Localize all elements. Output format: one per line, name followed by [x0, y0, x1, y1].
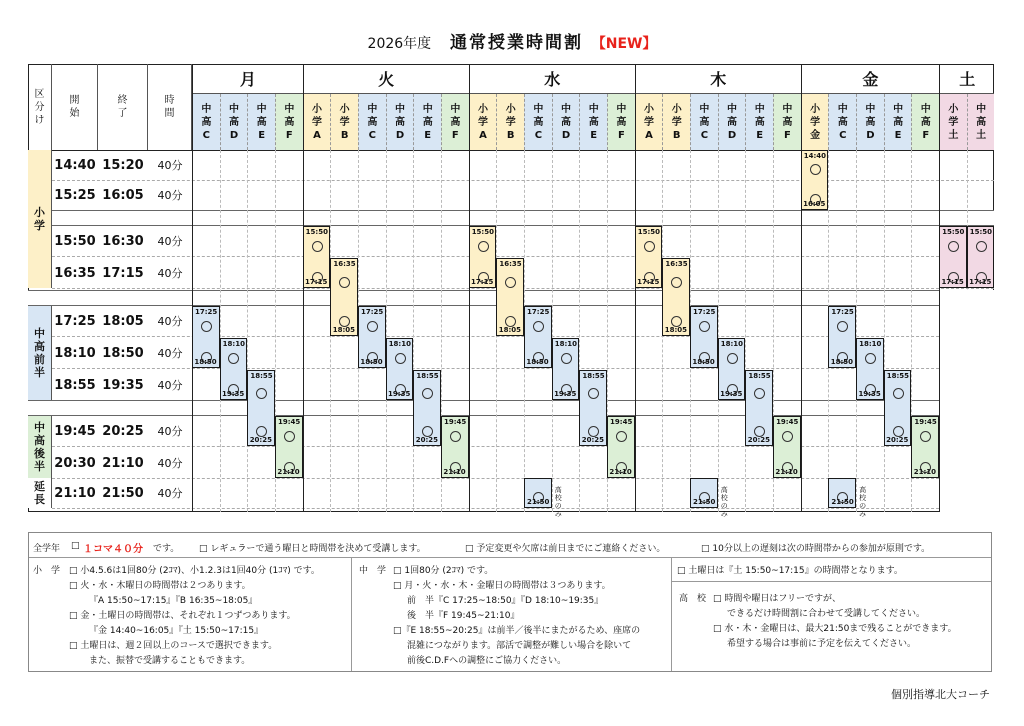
info-elem-line: □ 火・水・木曜日の時間帯は２つあります。: [69, 581, 251, 591]
class-slot: [856, 338, 884, 400]
col-line: [884, 150, 885, 512]
slot-end-time: 21:50: [831, 498, 854, 506]
day-separator: [635, 64, 636, 512]
slot-circle: [948, 241, 959, 252]
footer-brand: 個別指導北大コーチ: [891, 688, 990, 701]
day-separator: [303, 64, 304, 512]
slot-end-time: 18:50: [194, 358, 217, 366]
group-label: 小 学: [28, 150, 52, 288]
slot-start-time: 19:45: [610, 418, 633, 426]
info-divider-top: [29, 557, 991, 558]
slot-start-time: 18:55: [748, 372, 771, 380]
info-high-line: できるだけ時間割に合わせて受講してください。: [727, 609, 926, 619]
slot-start-time: 18:55: [416, 372, 439, 380]
info-elem-line: 『A 15:50~17:15』『B 16:35~18:05』: [89, 596, 258, 606]
slot-start-time: 17:25: [361, 308, 384, 316]
row-start: 19:45: [54, 423, 96, 439]
class-slot: [386, 338, 414, 400]
slot-circle: [782, 431, 793, 442]
row-end: 20:25: [102, 423, 144, 439]
column-header: 中 高 土: [967, 94, 995, 150]
slot-start-time: 18:55: [886, 372, 910, 380]
slot-start-time: 15:50: [471, 228, 494, 236]
slot-start-time: 19:45: [776, 418, 799, 426]
row-duration: 40分: [157, 315, 183, 328]
row-duration: 40分: [157, 457, 183, 470]
slot-circle: [478, 241, 489, 252]
slot-note: 高校 のみ: [554, 486, 562, 518]
row-end: 19:35: [102, 377, 144, 393]
row-duration: 40分: [157, 267, 183, 280]
slot-end-time: 21:10: [609, 468, 632, 476]
slot-end-time: 19:35: [388, 390, 411, 398]
col-line: [220, 150, 221, 512]
slot-start-time: 15:50: [305, 228, 328, 236]
info-mid-line: □『E 18:55~20:25』は前半／後半にまたがるため、座席の: [393, 626, 641, 636]
class-slot: [441, 416, 469, 478]
class-slot: [690, 478, 718, 508]
slot-start-time: 16:35: [499, 260, 522, 268]
row-duration: 40分: [157, 425, 183, 438]
slot-circle: [395, 353, 406, 364]
slot-start-time: 17:25: [831, 308, 854, 316]
info-mid-line: 混雑につながります。部活で調整が難しい場合を除いて: [407, 641, 632, 651]
day-header: 木: [635, 64, 801, 94]
slot-start-time: 18:10: [222, 340, 245, 348]
column-header: 小 学 A: [303, 94, 331, 150]
slot-end-time: 18:50: [830, 358, 854, 366]
row-start: 14:40: [54, 157, 96, 173]
row-end: 16:30: [102, 233, 144, 249]
class-slot: [552, 338, 580, 400]
slot-start-time: 18:10: [859, 340, 882, 348]
info-mid-line: 前後C.D.Fへの調整にご協力ください。: [407, 656, 567, 666]
slot-circle: [561, 353, 572, 364]
day-separator: [801, 64, 802, 512]
slot-end-time: 21:10: [277, 468, 300, 476]
column-header: 小 学 土: [939, 94, 967, 150]
info-all-checkbox: □: [71, 541, 80, 551]
class-slot: [635, 226, 663, 288]
class-slot: [358, 306, 386, 368]
slot-start-time: 17:25: [693, 308, 716, 316]
row-duration: 40分: [157, 347, 183, 360]
slot-start-time: 15:50: [637, 228, 661, 236]
info-sat-line: □ 土曜日は『土 15:50~17:15』の時間帯となります。: [677, 566, 903, 576]
row-start: 21:10: [54, 485, 96, 501]
info-elem-line: 『金 14:40~16:05』『土 15:50~17:15』: [89, 626, 264, 636]
slot-circle: [671, 316, 682, 327]
col-line: [413, 150, 414, 512]
slot-circle: [699, 321, 710, 332]
class-slot: [524, 478, 552, 508]
header-start: 開 始: [52, 64, 98, 150]
info-high-label: 高 校: [679, 594, 707, 604]
col-line: [552, 150, 553, 512]
slot-end-time: 18:05: [664, 326, 688, 334]
day-separator: [469, 64, 470, 512]
row-end: 15:20: [102, 157, 144, 173]
row-start: 20:30: [54, 455, 96, 471]
slot-circle: [339, 277, 350, 288]
group-label: 中 高 前 半: [28, 306, 52, 400]
class-slot: [579, 370, 607, 446]
info-mid-line: □ 1回80分 (2ｺﾏ) です。: [393, 566, 494, 576]
row-duration: 40分: [157, 379, 183, 392]
slot-end-time: 17:15: [471, 278, 494, 286]
column-header: 中 高 D: [856, 94, 884, 150]
class-slot: [828, 306, 856, 368]
slot-end-time: 18:05: [332, 326, 355, 334]
class-slot: [773, 416, 801, 478]
info-mid-label: 中 学: [359, 566, 387, 576]
column-header: 小 学 A: [635, 94, 663, 150]
info-divider-3: [671, 581, 991, 582]
col-line: [856, 150, 857, 512]
slot-end-time: 18:50: [692, 358, 715, 366]
slot-end-time: 21:10: [913, 468, 937, 476]
slot-start-time: 19:45: [278, 418, 301, 426]
class-slot: [718, 338, 746, 400]
slot-end-time: 18:05: [498, 326, 522, 334]
slot-circle: [865, 353, 876, 364]
column-header: 小 学 金: [801, 94, 829, 150]
slot-start-time: 18:10: [554, 340, 577, 348]
slot-start-time: 17:25: [527, 308, 550, 316]
page-title: [0, 28, 1024, 53]
info-mid-line: 後 半『F 19:45~21:10』: [407, 611, 520, 621]
row-start: 16:35: [54, 265, 96, 281]
header-duration: 時 間: [148, 64, 192, 150]
slot-end-time: 18:50: [360, 358, 383, 366]
row-end: 18:50: [102, 345, 144, 361]
slot-start-time: 18:55: [250, 372, 273, 380]
class-slot: [607, 416, 635, 478]
slot-circle: [339, 316, 350, 327]
slot-start-time: 19:45: [914, 418, 937, 426]
day-header: 金: [801, 64, 939, 94]
column-header: 中 高 C: [524, 94, 552, 150]
slot-circle: [450, 431, 461, 442]
column-header: 小 学 A: [469, 94, 497, 150]
slot-circle: [256, 388, 267, 399]
slot-end-time: 17:15: [969, 278, 992, 286]
info-elem-line: □ 小4.5.6は1回80分 (2ｺﾏ)、小1.2.3は1回40分 (1ｺﾏ) です。: [69, 566, 320, 576]
info-all-contact: □ 予定変更や欠席は前日までにご連絡ください。: [465, 544, 666, 554]
row-end: 17:15: [102, 265, 144, 281]
slot-start-time: 15:50: [942, 228, 965, 236]
class-slot: [884, 370, 912, 446]
day-header: 火: [303, 64, 469, 94]
class-slot: [275, 416, 303, 478]
row-start: 15:50: [54, 233, 96, 249]
slot-circle: [810, 164, 821, 175]
row-end: 18:05: [102, 313, 144, 329]
day-header: 土: [939, 64, 994, 94]
col-line: [247, 150, 248, 512]
slot-start-time: 18:55: [582, 372, 605, 380]
class-slot: [745, 370, 773, 446]
slot-end-time: 17:15: [305, 278, 328, 286]
group-label: 中 高 後 半: [28, 416, 52, 478]
header-kubun: 区 分 け: [28, 64, 52, 150]
info-all-koma: １コマ４０分: [83, 544, 143, 555]
row-duration: 40分: [157, 189, 183, 202]
slot-note: 高校 のみ: [720, 486, 728, 518]
slot-start-time: 17:25: [195, 308, 218, 316]
column-header: 中 高 C: [690, 94, 718, 150]
title-new-badge: 【NEW】: [591, 36, 657, 52]
slot-end-time: 19:35: [720, 390, 743, 398]
column-header: 中 高 E: [579, 94, 607, 150]
info-divider-1: [351, 557, 352, 671]
class-slot: [939, 226, 967, 288]
col-line: [745, 150, 746, 512]
slot-end-time: 16:05: [803, 200, 826, 208]
slot-circle: [284, 431, 295, 442]
gap-band: [28, 400, 994, 416]
header-end: 終 了: [98, 64, 148, 150]
class-slot: [330, 258, 358, 336]
column-header: 中 高 C: [192, 94, 220, 150]
slot-start-time: 16:35: [665, 260, 688, 268]
column-header: 中 高 E: [413, 94, 441, 150]
column-header: 中 高 F: [275, 94, 303, 150]
class-slot: [911, 416, 939, 478]
row-start: 15:25: [54, 187, 96, 203]
info-elem-line: □ 金・土曜日の時間帯は、それぞれ１つずつあります。: [69, 611, 296, 621]
info-high-line: □ 時間や曜日はフリーですが、: [713, 594, 842, 604]
class-slot: [220, 338, 248, 400]
class-slot: [303, 226, 331, 288]
row-end: 16:05: [102, 187, 144, 203]
column-header: 小 学 B: [330, 94, 358, 150]
column-header: 中 高 D: [386, 94, 414, 150]
column-header: 中 高 D: [220, 94, 248, 150]
row-duration: 40分: [157, 159, 183, 172]
class-slot: [967, 226, 995, 288]
class-slot: [828, 478, 856, 508]
class-slot: [413, 370, 441, 446]
slot-start-time: 16:35: [333, 260, 356, 268]
class-slot: [524, 306, 552, 368]
column-header: 中 高 C: [358, 94, 386, 150]
info-high-line: □ 水・木・金曜日は、最大21:50まで残ることができます。: [713, 624, 957, 634]
slot-circle: [671, 277, 682, 288]
slot-circle: [837, 321, 848, 332]
info-divider-2: [671, 557, 672, 671]
column-header: 中 高 F: [607, 94, 635, 150]
slot-start-time: 18:10: [388, 340, 411, 348]
slot-start-time: 19:45: [444, 418, 467, 426]
slot-end-time: 19:35: [554, 390, 577, 398]
slot-end-time: 20:25: [415, 436, 439, 444]
slot-circle: [533, 321, 544, 332]
slot-circle: [367, 321, 378, 332]
slot-circle: [505, 316, 516, 327]
class-slot: [496, 258, 524, 336]
title-main: 通常授業時間割: [449, 33, 583, 53]
slot-end-time: 19:35: [858, 390, 881, 398]
column-header: 小 学 B: [496, 94, 524, 150]
slot-circle: [312, 241, 323, 252]
info-all-regular: □ レギュラーで通う曜日と時間帯を決めて受講します。: [199, 544, 426, 554]
info-mid-line: □ 月・火・水・木・金曜日の時間帯は３つあります。: [393, 581, 611, 591]
slot-circle: [893, 388, 904, 399]
row-duration: 40分: [157, 235, 183, 248]
slot-circle: [201, 321, 212, 332]
slot-circle: [727, 353, 738, 364]
slot-end-time: 20:25: [581, 436, 605, 444]
column-header: 中 高 E: [247, 94, 275, 150]
class-slot: [801, 150, 829, 210]
slot-circle: [976, 241, 987, 252]
column-header: 中 高 E: [884, 94, 912, 150]
slot-start-time: 18:10: [720, 340, 744, 348]
column-header: 中 高 F: [911, 94, 939, 150]
column-header: 中 高 C: [828, 94, 856, 150]
column-header: 中 高 F: [773, 94, 801, 150]
class-slot: [247, 370, 275, 446]
row-end: 21:10: [102, 455, 144, 471]
slot-end-time: 19:35: [222, 390, 245, 398]
info-high-line: 希望する場合は事前に予定を伝えてください。: [727, 639, 917, 649]
class-slot: [192, 306, 220, 368]
slot-circle: [505, 277, 516, 288]
slot-end-time: 21:10: [775, 468, 798, 476]
column-header: 中 高 D: [718, 94, 746, 150]
info-elem-label: 小 学: [33, 566, 61, 576]
column-header: 中 高 F: [441, 94, 469, 150]
slot-end-time: 21:10: [443, 468, 466, 476]
col-line: [386, 150, 387, 512]
col-line: [579, 150, 580, 512]
slot-end-time: 18:50: [526, 358, 549, 366]
slot-end-time: 21:50: [693, 498, 716, 506]
slot-end-time: 17:15: [637, 278, 660, 286]
class-slot: [690, 306, 718, 368]
slot-circle: [644, 241, 655, 252]
row-start: 18:10: [54, 345, 96, 361]
slot-end-time: 21:50: [527, 498, 550, 506]
slot-end-time: 20:25: [747, 436, 771, 444]
slot-end-time: 17:15: [941, 278, 964, 286]
class-slot: [662, 258, 690, 336]
info-elem-line: また、振替で受講することもできます。: [89, 656, 251, 666]
info-all-label: 全学年: [33, 544, 61, 554]
row-end: 21:50: [102, 485, 144, 501]
title-year: 2026年度: [367, 36, 432, 52]
slot-start-time: 15:50: [969, 228, 993, 236]
day-header: 水: [469, 64, 635, 94]
col-line: [718, 150, 719, 512]
column-header: 小 学 B: [662, 94, 690, 150]
row-start: 17:25: [54, 313, 96, 329]
slot-circle: [228, 353, 239, 364]
column-header: 中 高 E: [745, 94, 773, 150]
slot-end-time: 20:25: [886, 436, 909, 444]
info-mid-line: 前 半『C 17:25~18:50』『D 18:10~19:35』: [407, 596, 604, 606]
slot-circle: [754, 388, 765, 399]
class-slot: [469, 226, 497, 288]
left-separator: [192, 64, 193, 512]
slot-note: 高校 のみ: [859, 486, 867, 518]
slot-circle: [920, 431, 931, 442]
info-elem-line: □ 土曜日は、週２回以上のコースで選択できます。: [69, 641, 278, 651]
info-box: [28, 532, 992, 672]
saturday-blank: [939, 290, 994, 512]
slot-circle: [588, 388, 599, 399]
group-label: 延 長: [28, 478, 52, 508]
day-header: 月: [192, 64, 303, 94]
slot-end-time: 20:25: [249, 436, 272, 444]
slot-circle: [616, 431, 627, 442]
column-header: 中 高 D: [552, 94, 580, 150]
row-duration: 40分: [157, 487, 183, 500]
info-all-desu: です。: [153, 544, 180, 554]
slot-start-time: 14:40: [803, 152, 827, 160]
info-all-late: □ 10分以上の遅刻は次の時間帯からの参加が原則です。: [701, 544, 931, 554]
row-start: 18:55: [54, 377, 96, 393]
slot-circle: [422, 388, 433, 399]
gap-band: [28, 210, 994, 226]
